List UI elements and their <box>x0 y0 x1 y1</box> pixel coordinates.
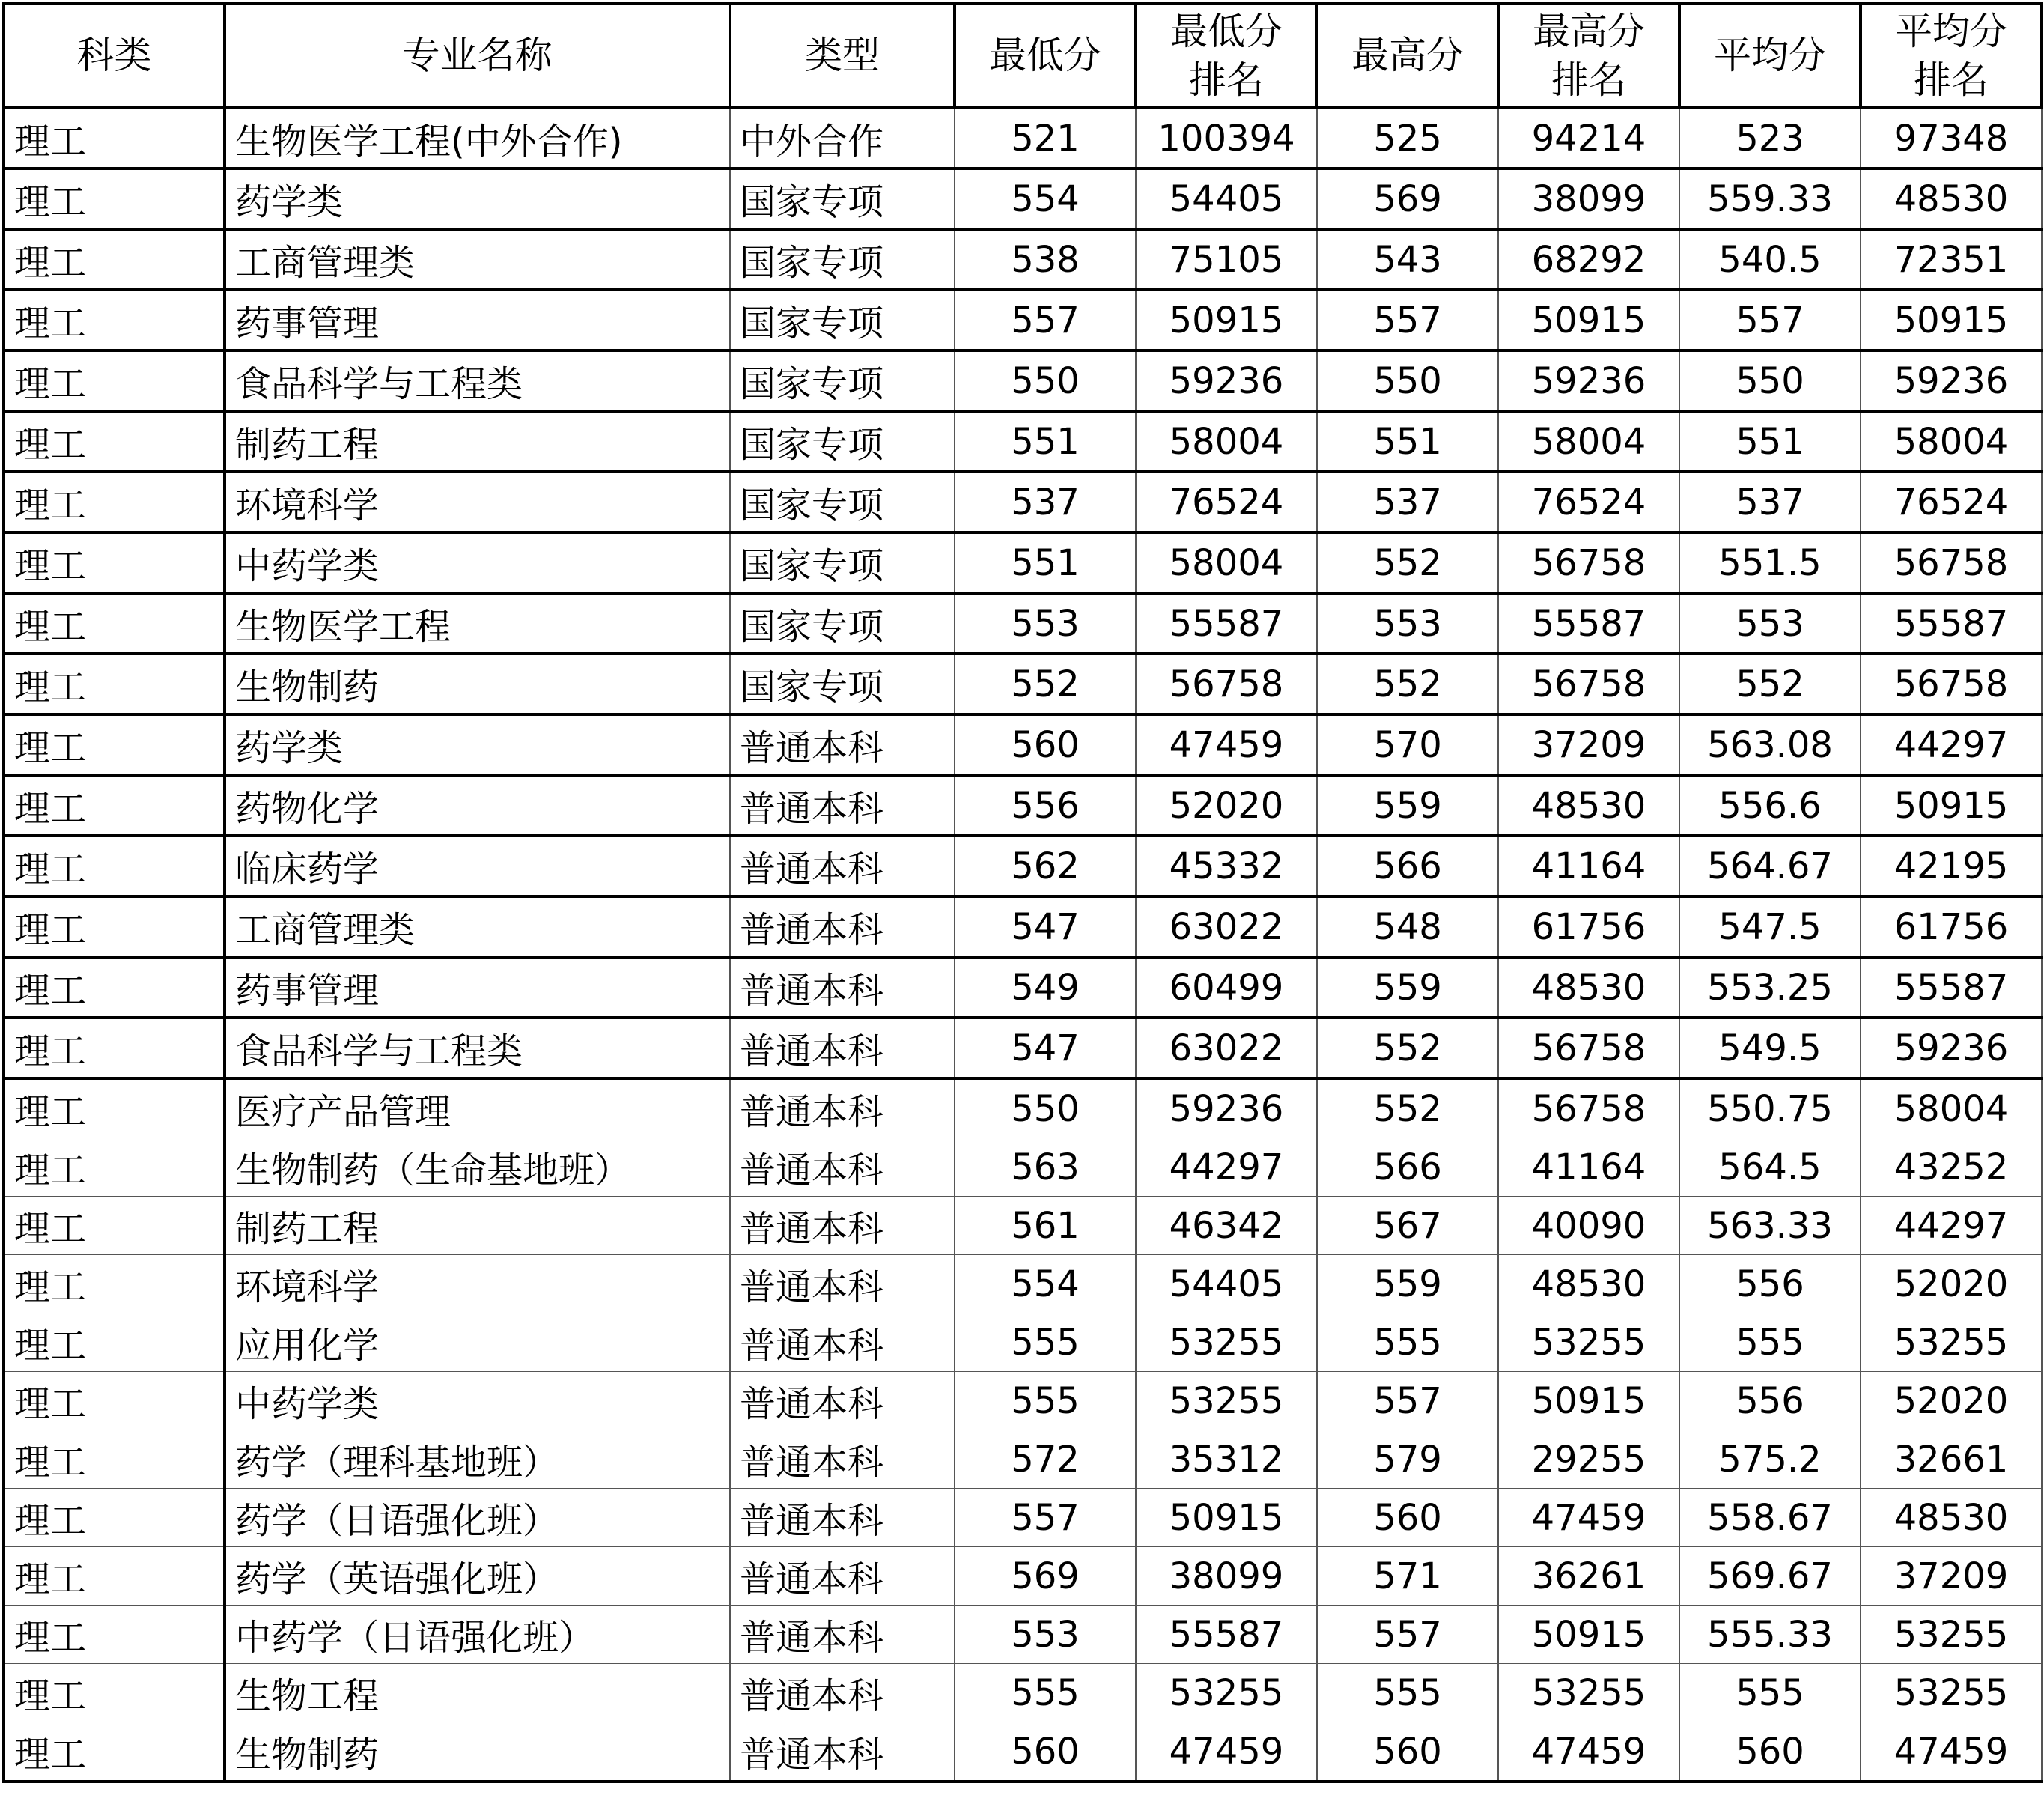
cell-avg-score: 563.33 <box>1679 1197 1861 1255</box>
cell-max-rank: 53255 <box>1498 1313 1679 1372</box>
cell-max-score: 579 <box>1317 1430 1498 1489</box>
cell-category: 理工 <box>4 1313 225 1372</box>
cell-min-rank: 63022 <box>1136 1018 1317 1078</box>
cell-max-rank: 47459 <box>1498 1489 1679 1547</box>
cell-min-rank: 56758 <box>1136 654 1317 714</box>
cell-category: 理工 <box>4 108 225 168</box>
cell-category: 理工 <box>4 1018 225 1078</box>
cell-type: 普通本科 <box>730 1372 955 1430</box>
cell-max-score: 557 <box>1317 1606 1498 1664</box>
table-row <box>4 1664 2042 1722</box>
cell-avg-rank: 58004 <box>1861 1078 2042 1138</box>
cell-min-rank: 47459 <box>1136 1722 1317 1782</box>
cell-avg-score: 569.67 <box>1679 1547 1861 1606</box>
cell-type: 国家专项 <box>730 229 955 290</box>
header-major: 专业名称 <box>225 4 730 108</box>
cell-min-rank: 50915 <box>1136 1489 1317 1547</box>
cell-min-score: 550 <box>955 350 1136 411</box>
cell-min-score: 553 <box>955 1606 1136 1664</box>
cell-category: 理工 <box>4 229 225 290</box>
cell-min-score: 562 <box>955 836 1136 896</box>
cell-avg-score: 550 <box>1679 350 1861 411</box>
cell-max-rank: 29255 <box>1498 1430 1679 1489</box>
cell-avg-score: 550.75 <box>1679 1078 1861 1138</box>
table-row <box>4 1372 2042 1430</box>
cell-min-score: 557 <box>955 1489 1136 1547</box>
table-row <box>4 957 2042 1018</box>
cell-avg-rank: 53255 <box>1861 1313 2042 1372</box>
cell-avg-rank: 53255 <box>1861 1664 2042 1722</box>
cell-type: 普通本科 <box>730 1197 955 1255</box>
table-body <box>4 108 2042 1782</box>
cell-avg-rank: 59236 <box>1861 1018 2042 1078</box>
cell-max-rank: 94214 <box>1498 108 1679 168</box>
cell-max-rank: 48530 <box>1498 775 1679 836</box>
cell-max-rank: 40090 <box>1498 1197 1679 1255</box>
cell-avg-rank: 44297 <box>1861 1197 2042 1255</box>
cell-type: 普通本科 <box>730 714 955 775</box>
cell-min-rank: 54405 <box>1136 168 1317 229</box>
cell-avg-rank: 52020 <box>1861 1372 2042 1430</box>
cell-type: 国家专项 <box>730 593 955 654</box>
cell-min-score: 553 <box>955 593 1136 654</box>
cell-major: 药学（理科基地班） <box>225 1430 730 1489</box>
table-row <box>4 1489 2042 1547</box>
cell-avg-score: 549.5 <box>1679 1018 1861 1078</box>
cell-type: 普通本科 <box>730 836 955 896</box>
cell-avg-score: 555.33 <box>1679 1606 1861 1664</box>
cell-avg-rank: 32661 <box>1861 1430 2042 1489</box>
cell-major: 环境科学 <box>225 1255 730 1313</box>
score-table <box>2 2 2043 1783</box>
cell-max-rank: 36261 <box>1498 1547 1679 1606</box>
cell-category: 理工 <box>4 1722 225 1782</box>
cell-type: 国家专项 <box>730 472 955 532</box>
cell-min-rank: 38099 <box>1136 1547 1317 1606</box>
cell-min-score: 555 <box>955 1313 1136 1372</box>
table-row <box>4 593 2042 654</box>
cell-min-score: 547 <box>955 896 1136 957</box>
cell-max-score: 570 <box>1317 714 1498 775</box>
cell-major: 工商管理类 <box>225 896 730 957</box>
cell-max-score: 552 <box>1317 1018 1498 1078</box>
cell-min-rank: 44297 <box>1136 1138 1317 1197</box>
header-category: 科类 <box>4 4 225 108</box>
cell-category: 理工 <box>4 532 225 593</box>
table-row <box>4 896 2042 957</box>
cell-avg-rank: 50915 <box>1861 775 2042 836</box>
cell-max-score: 555 <box>1317 1313 1498 1372</box>
cell-min-rank: 59236 <box>1136 1078 1317 1138</box>
cell-avg-rank: 55587 <box>1861 593 2042 654</box>
cell-avg-score: 555 <box>1679 1664 1861 1722</box>
cell-avg-score: 564.5 <box>1679 1138 1861 1197</box>
cell-avg-rank: 76524 <box>1861 472 2042 532</box>
cell-min-score: 569 <box>955 1547 1136 1606</box>
cell-max-rank: 59236 <box>1498 350 1679 411</box>
cell-min-score: 538 <box>955 229 1136 290</box>
header-max-rank-line1: 最高分 <box>1533 9 1645 53</box>
cell-min-rank: 46342 <box>1136 1197 1317 1255</box>
cell-avg-score: 575.2 <box>1679 1430 1861 1489</box>
cell-avg-rank: 52020 <box>1861 1255 2042 1313</box>
cell-max-rank: 50915 <box>1498 1606 1679 1664</box>
cell-category: 理工 <box>4 472 225 532</box>
cell-major: 药学类 <box>225 168 730 229</box>
cell-max-rank: 48530 <box>1498 1255 1679 1313</box>
cell-avg-score: 564.67 <box>1679 836 1861 896</box>
cell-category: 理工 <box>4 1138 225 1197</box>
cell-avg-rank: 53255 <box>1861 1606 2042 1664</box>
cell-type: 国家专项 <box>730 654 955 714</box>
cell-max-score: 559 <box>1317 1255 1498 1313</box>
cell-min-rank: 59236 <box>1136 350 1317 411</box>
cell-major: 工商管理类 <box>225 229 730 290</box>
cell-type: 普通本科 <box>730 1430 955 1489</box>
cell-max-rank: 50915 <box>1498 290 1679 350</box>
cell-avg-rank: 48530 <box>1861 1489 2042 1547</box>
cell-type: 普通本科 <box>730 1489 955 1547</box>
header-type: 类型 <box>730 4 955 108</box>
cell-major: 生物制药（生命基地班） <box>225 1138 730 1197</box>
cell-max-score: 557 <box>1317 290 1498 350</box>
table-row <box>4 654 2042 714</box>
cell-type: 普通本科 <box>730 1547 955 1606</box>
cell-max-score: 552 <box>1317 1078 1498 1138</box>
cell-major: 生物制药 <box>225 654 730 714</box>
cell-avg-score: 537 <box>1679 472 1861 532</box>
table-row <box>4 1722 2042 1782</box>
cell-min-score: 551 <box>955 532 1136 593</box>
cell-max-rank: 55587 <box>1498 593 1679 654</box>
cell-type: 国家专项 <box>730 532 955 593</box>
cell-major: 中药学类 <box>225 532 730 593</box>
cell-avg-score: 556 <box>1679 1372 1861 1430</box>
cell-category: 理工 <box>4 1197 225 1255</box>
cell-min-score: 554 <box>955 1255 1136 1313</box>
cell-max-score: 525 <box>1317 108 1498 168</box>
cell-min-score: 550 <box>955 1078 1136 1138</box>
cell-major: 临床药学 <box>225 836 730 896</box>
cell-max-score: 559 <box>1317 957 1498 1018</box>
cell-max-score: 550 <box>1317 350 1498 411</box>
cell-avg-score: 558.67 <box>1679 1489 1861 1547</box>
cell-avg-rank: 58004 <box>1861 411 2042 472</box>
cell-type: 中外合作 <box>730 108 955 168</box>
cell-type: 普通本科 <box>730 1255 955 1313</box>
cell-min-score: 554 <box>955 168 1136 229</box>
cell-min-score: 572 <box>955 1430 1136 1489</box>
cell-min-score: 549 <box>955 957 1136 1018</box>
cell-max-rank: 58004 <box>1498 411 1679 472</box>
cell-type: 国家专项 <box>730 350 955 411</box>
cell-avg-score: 553.25 <box>1679 957 1861 1018</box>
cell-major: 中药学类 <box>225 1372 730 1430</box>
cell-max-score: 557 <box>1317 1372 1498 1430</box>
cell-major: 药学类 <box>225 714 730 775</box>
table-row <box>4 1430 2042 1489</box>
cell-min-score: 552 <box>955 654 1136 714</box>
cell-min-rank: 55587 <box>1136 593 1317 654</box>
cell-max-score: 543 <box>1317 229 1498 290</box>
cell-major: 药学（英语强化班） <box>225 1547 730 1606</box>
cell-min-rank: 76524 <box>1136 472 1317 532</box>
cell-avg-rank: 50915 <box>1861 290 2042 350</box>
cell-major: 生物工程 <box>225 1664 730 1722</box>
cell-max-score: 560 <box>1317 1722 1498 1782</box>
cell-type: 国家专项 <box>730 168 955 229</box>
header-max-score: 最高分 <box>1317 4 1498 108</box>
cell-category: 理工 <box>4 1430 225 1489</box>
cell-category: 理工 <box>4 1372 225 1430</box>
cell-major: 医疗产品管理 <box>225 1078 730 1138</box>
cell-avg-score: 557 <box>1679 290 1861 350</box>
cell-type: 国家专项 <box>730 290 955 350</box>
cell-type: 普通本科 <box>730 1138 955 1197</box>
cell-avg-score: 552 <box>1679 654 1861 714</box>
header-min-rank-line1: 最低分 <box>1170 9 1283 53</box>
cell-avg-rank: 44297 <box>1861 714 2042 775</box>
header-min-score: 最低分 <box>955 4 1136 108</box>
cell-major: 生物制药 <box>225 1722 730 1782</box>
cell-min-score: 555 <box>955 1372 1136 1430</box>
cell-max-score: 551 <box>1317 411 1498 472</box>
cell-max-rank: 41164 <box>1498 1138 1679 1197</box>
cell-major: 药学（日语强化班） <box>225 1489 730 1547</box>
cell-major: 生物医学工程 <box>225 593 730 654</box>
cell-avg-score: 559.33 <box>1679 168 1861 229</box>
cell-min-score: 547 <box>955 1018 1136 1078</box>
table-row <box>4 532 2042 593</box>
cell-max-rank: 48530 <box>1498 957 1679 1018</box>
cell-max-score: 559 <box>1317 775 1498 836</box>
cell-category: 理工 <box>4 168 225 229</box>
cell-category: 理工 <box>4 1547 225 1606</box>
cell-avg-rank: 56758 <box>1861 532 2042 593</box>
cell-max-score: 552 <box>1317 532 1498 593</box>
cell-max-rank: 38099 <box>1498 168 1679 229</box>
cell-min-rank: 60499 <box>1136 957 1317 1018</box>
cell-avg-score: 551.5 <box>1679 532 1861 593</box>
cell-max-score: 560 <box>1317 1489 1498 1547</box>
cell-max-rank: 56758 <box>1498 1018 1679 1078</box>
cell-min-rank: 53255 <box>1136 1372 1317 1430</box>
cell-max-score: 566 <box>1317 836 1498 896</box>
table-row <box>4 229 2042 290</box>
cell-category: 理工 <box>4 350 225 411</box>
cell-min-score: 560 <box>955 1722 1136 1782</box>
cell-category: 理工 <box>4 714 225 775</box>
cell-max-score: 552 <box>1317 654 1498 714</box>
cell-type: 普通本科 <box>730 896 955 957</box>
cell-max-score: 553 <box>1317 593 1498 654</box>
header-row <box>4 4 2042 108</box>
cell-avg-rank: 59236 <box>1861 350 2042 411</box>
cell-category: 理工 <box>4 1664 225 1722</box>
cell-major: 药事管理 <box>225 957 730 1018</box>
cell-max-rank: 50915 <box>1498 1372 1679 1430</box>
cell-min-rank: 52020 <box>1136 775 1317 836</box>
cell-max-rank: 41164 <box>1498 836 1679 896</box>
table-row <box>4 1078 2042 1138</box>
cell-avg-score: 553 <box>1679 593 1861 654</box>
cell-min-score: 561 <box>955 1197 1136 1255</box>
cell-min-score: 560 <box>955 714 1136 775</box>
header-min-rank-line2: 排名 <box>1189 58 1264 102</box>
cell-type: 普通本科 <box>730 1018 955 1078</box>
table-row <box>4 1197 2042 1255</box>
cell-max-rank: 47459 <box>1498 1722 1679 1782</box>
header-max-rank <box>1498 4 1679 108</box>
table-row <box>4 836 2042 896</box>
table-row <box>4 1018 2042 1078</box>
cell-category: 理工 <box>4 836 225 896</box>
cell-min-score: 551 <box>955 411 1136 472</box>
cell-major: 食品科学与工程类 <box>225 1018 730 1078</box>
cell-avg-score: 563.08 <box>1679 714 1861 775</box>
cell-avg-score: 540.5 <box>1679 229 1861 290</box>
cell-max-rank: 56758 <box>1498 654 1679 714</box>
cell-min-score: 563 <box>955 1138 1136 1197</box>
header-max-rank-line2: 排名 <box>1551 58 1626 102</box>
cell-avg-score: 556.6 <box>1679 775 1861 836</box>
cell-max-score: 548 <box>1317 896 1498 957</box>
cell-category: 理工 <box>4 957 225 1018</box>
cell-avg-rank: 48530 <box>1861 168 2042 229</box>
header-avg-rank-line2: 排名 <box>1914 58 1989 102</box>
cell-max-rank: 37209 <box>1498 714 1679 775</box>
header-min-rank <box>1136 4 1317 108</box>
cell-category: 理工 <box>4 1078 225 1138</box>
cell-min-rank: 58004 <box>1136 411 1317 472</box>
cell-avg-rank: 56758 <box>1861 654 2042 714</box>
table-row <box>4 168 2042 229</box>
cell-major: 药物化学 <box>225 775 730 836</box>
cell-max-rank: 76524 <box>1498 472 1679 532</box>
cell-category: 理工 <box>4 1255 225 1313</box>
cell-major: 制药工程 <box>225 411 730 472</box>
cell-max-score: 567 <box>1317 1197 1498 1255</box>
cell-major: 环境科学 <box>225 472 730 532</box>
cell-major: 制药工程 <box>225 1197 730 1255</box>
cell-type: 普通本科 <box>730 1078 955 1138</box>
cell-category: 理工 <box>4 775 225 836</box>
cell-type: 普通本科 <box>730 957 955 1018</box>
cell-max-score: 566 <box>1317 1138 1498 1197</box>
cell-avg-score: 560 <box>1679 1722 1861 1782</box>
cell-category: 理工 <box>4 654 225 714</box>
cell-type: 普通本科 <box>730 775 955 836</box>
cell-min-score: 556 <box>955 775 1136 836</box>
cell-max-score: 537 <box>1317 472 1498 532</box>
table-row <box>4 472 2042 532</box>
cell-avg-score: 547.5 <box>1679 896 1861 957</box>
cell-max-rank: 68292 <box>1498 229 1679 290</box>
cell-min-rank: 58004 <box>1136 532 1317 593</box>
table-row <box>4 411 2042 472</box>
table-row <box>4 714 2042 775</box>
cell-major: 生物医学工程(中外合作) <box>225 108 730 168</box>
cell-max-rank: 56758 <box>1498 532 1679 593</box>
cell-min-score: 537 <box>955 472 1136 532</box>
cell-avg-score: 556 <box>1679 1255 1861 1313</box>
cell-avg-score: 555 <box>1679 1313 1861 1372</box>
cell-min-score: 557 <box>955 290 1136 350</box>
cell-min-rank: 47459 <box>1136 714 1317 775</box>
cell-min-rank: 100394 <box>1136 108 1317 168</box>
cell-max-rank: 56758 <box>1498 1078 1679 1138</box>
cell-avg-rank: 43252 <box>1861 1138 2042 1197</box>
cell-category: 理工 <box>4 1489 225 1547</box>
cell-max-rank: 61756 <box>1498 896 1679 957</box>
cell-min-score: 521 <box>955 108 1136 168</box>
cell-major: 药事管理 <box>225 290 730 350</box>
cell-avg-rank: 55587 <box>1861 957 2042 1018</box>
cell-avg-score: 523 <box>1679 108 1861 168</box>
cell-type: 普通本科 <box>730 1313 955 1372</box>
header-avg-rank-line1: 平均分 <box>1895 9 2007 53</box>
cell-min-rank: 53255 <box>1136 1313 1317 1372</box>
cell-category: 理工 <box>4 411 225 472</box>
table-row <box>4 775 2042 836</box>
cell-min-rank: 50915 <box>1136 290 1317 350</box>
cell-min-rank: 45332 <box>1136 836 1317 896</box>
table-row <box>4 108 2042 168</box>
cell-category: 理工 <box>4 1606 225 1664</box>
cell-min-rank: 35312 <box>1136 1430 1317 1489</box>
cell-category: 理工 <box>4 896 225 957</box>
cell-min-rank: 53255 <box>1136 1664 1317 1722</box>
header-avg-score: 平均分 <box>1679 4 1861 108</box>
cell-category: 理工 <box>4 290 225 350</box>
cell-min-rank: 55587 <box>1136 1606 1317 1664</box>
cell-min-score: 555 <box>955 1664 1136 1722</box>
table-row <box>4 1138 2042 1197</box>
cell-type: 普通本科 <box>730 1722 955 1782</box>
cell-min-rank: 75105 <box>1136 229 1317 290</box>
table-row <box>4 1255 2042 1313</box>
cell-major: 中药学（日语强化班） <box>225 1606 730 1664</box>
cell-max-rank: 53255 <box>1498 1664 1679 1722</box>
cell-min-rank: 63022 <box>1136 896 1317 957</box>
cell-major: 应用化学 <box>225 1313 730 1372</box>
cell-type: 普通本科 <box>730 1606 955 1664</box>
table-row <box>4 1313 2042 1372</box>
cell-major: 食品科学与工程类 <box>225 350 730 411</box>
cell-avg-rank: 61756 <box>1861 896 2042 957</box>
table-row <box>4 290 2042 350</box>
table-row <box>4 1606 2042 1664</box>
cell-avg-rank: 42195 <box>1861 836 2042 896</box>
cell-type: 国家专项 <box>730 411 955 472</box>
cell-avg-rank: 72351 <box>1861 229 2042 290</box>
cell-max-score: 555 <box>1317 1664 1498 1722</box>
cell-avg-rank: 37209 <box>1861 1547 2042 1606</box>
header-avg-rank <box>1861 4 2042 108</box>
cell-category: 理工 <box>4 593 225 654</box>
cell-max-score: 569 <box>1317 168 1498 229</box>
cell-avg-rank: 47459 <box>1861 1722 2042 1782</box>
cell-min-rank: 54405 <box>1136 1255 1317 1313</box>
table-row <box>4 1547 2042 1606</box>
cell-avg-score: 551 <box>1679 411 1861 472</box>
table-row <box>4 350 2042 411</box>
cell-type: 普通本科 <box>730 1664 955 1722</box>
cell-avg-rank: 97348 <box>1861 108 2042 168</box>
cell-max-score: 571 <box>1317 1547 1498 1606</box>
